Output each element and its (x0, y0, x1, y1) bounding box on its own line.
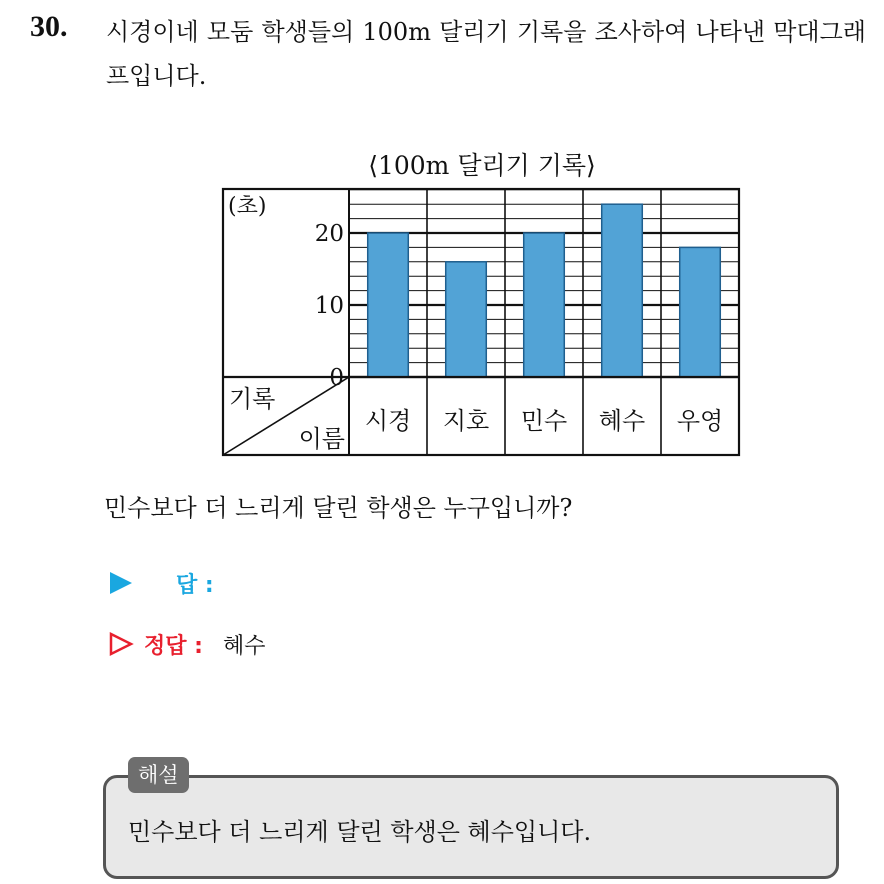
bar-혜수 (602, 204, 643, 377)
answer-row (108, 565, 214, 601)
question-number: 30. (30, 10, 68, 43)
y-tick-label: 20 (314, 221, 344, 247)
corner-bottom-label: 이름 (298, 425, 345, 453)
y-tick-label: 10 (314, 293, 344, 319)
bar-시경 (368, 233, 409, 377)
play-triangle-icon (108, 570, 134, 596)
explanation-text: 민수보다 더 느리게 달린 학생은 혜수입니다. (128, 818, 592, 846)
outline-triangle-icon (108, 631, 134, 657)
bar-민수 (524, 233, 565, 377)
chart-title: ⟨100m 달리기 기록⟩ (368, 151, 596, 180)
category-label: 지호 (442, 407, 490, 435)
sub-question: 민수보다 더 느리게 달린 학생은 누구입니까? (104, 494, 573, 522)
answer-label: 답 : (176, 572, 214, 598)
category-label: 시경 (364, 407, 412, 435)
correct-answer-label: 정답 : (144, 633, 203, 659)
correct-answer-row (108, 626, 265, 662)
explanation-badge: 해설 (128, 757, 189, 793)
bar-우영 (680, 247, 721, 377)
correct-answer-value: 혜수 (222, 633, 266, 659)
question-text: 시경이네 모둠 학생들의 100m 달리기 기록을 조사하여 나타낸 막대그래프입니다. (106, 18, 866, 90)
category-label: 민수 (520, 407, 568, 435)
category-label: 혜수 (598, 407, 646, 435)
corner-top-label: 기록 (229, 385, 276, 413)
category-label: 우영 (676, 407, 724, 435)
y-unit-label: (초) (228, 194, 267, 219)
y-tick-label: 0 (329, 365, 344, 391)
bar-지호 (446, 262, 487, 377)
